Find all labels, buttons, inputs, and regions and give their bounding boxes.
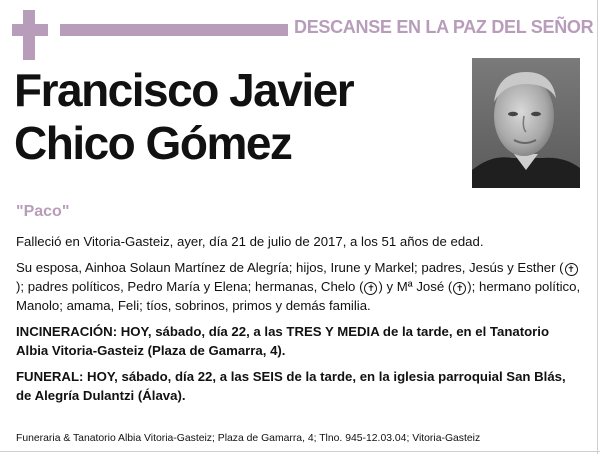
cross-icon: ✝ bbox=[565, 263, 578, 276]
nickname: "Paco" bbox=[16, 203, 70, 220]
cross-icon: ✝ bbox=[453, 282, 466, 295]
cremation-details: INCINERACIÓN: HOY, sábado, día 22, a las TRES Y MEDIA de la tarde, en el Tanatorio Albia Vitoria-Gasteiz (Plaza de Gamarra, 4). bbox=[16, 324, 550, 358]
portrait-photo bbox=[472, 58, 580, 188]
cross-icon: ✝ bbox=[364, 282, 377, 295]
frame-border-bottom bbox=[0, 451, 600, 452]
header-rule bbox=[60, 24, 288, 36]
funeral-details: FUNERAL: HOY, sábado, día 22, a las SEIS de la tarde, en la iglesia parroquial San Blás, de Alegría Dulantzi (Álava). bbox=[16, 369, 566, 403]
deceased-name bbox=[14, 64, 454, 170]
cross-icon bbox=[12, 10, 48, 60]
name-line-1: Francisco Javier bbox=[14, 64, 354, 116]
header-title: DESCANSE EN LA PAZ DEL SEÑOR bbox=[294, 17, 594, 37]
funeral-home-footer: Funeraria & Tanatorio Albia Vitoria-Gasteiz; Plaza de Gamarra, 4; Tlno. 945-12.03.04; Vitoria-Gasteiz bbox=[16, 433, 481, 444]
frame-border-right bbox=[597, 0, 598, 454]
notice-body bbox=[16, 232, 582, 412]
death-notice: Falleció en Vitoria-Gasteiz, ayer, día 21 de julio de 2017, a los 51 años de edad. bbox=[16, 234, 484, 249]
name-line-2: Chico Gómez bbox=[14, 117, 292, 169]
family-list: Su esposa, Ainhoa Solaun Martínez de Alegría; hijos, Irune y Markel; padres, Jesús y Esther ( ✝); padres políticos, Pedro María y Elena; hermanas, Chelo ( ✝ ) y Mª José ( ✝ ); hermano político, Manolo; amama, Feli; tíos, sobrinos, primos y demás familia. bbox=[16, 260, 581, 313]
